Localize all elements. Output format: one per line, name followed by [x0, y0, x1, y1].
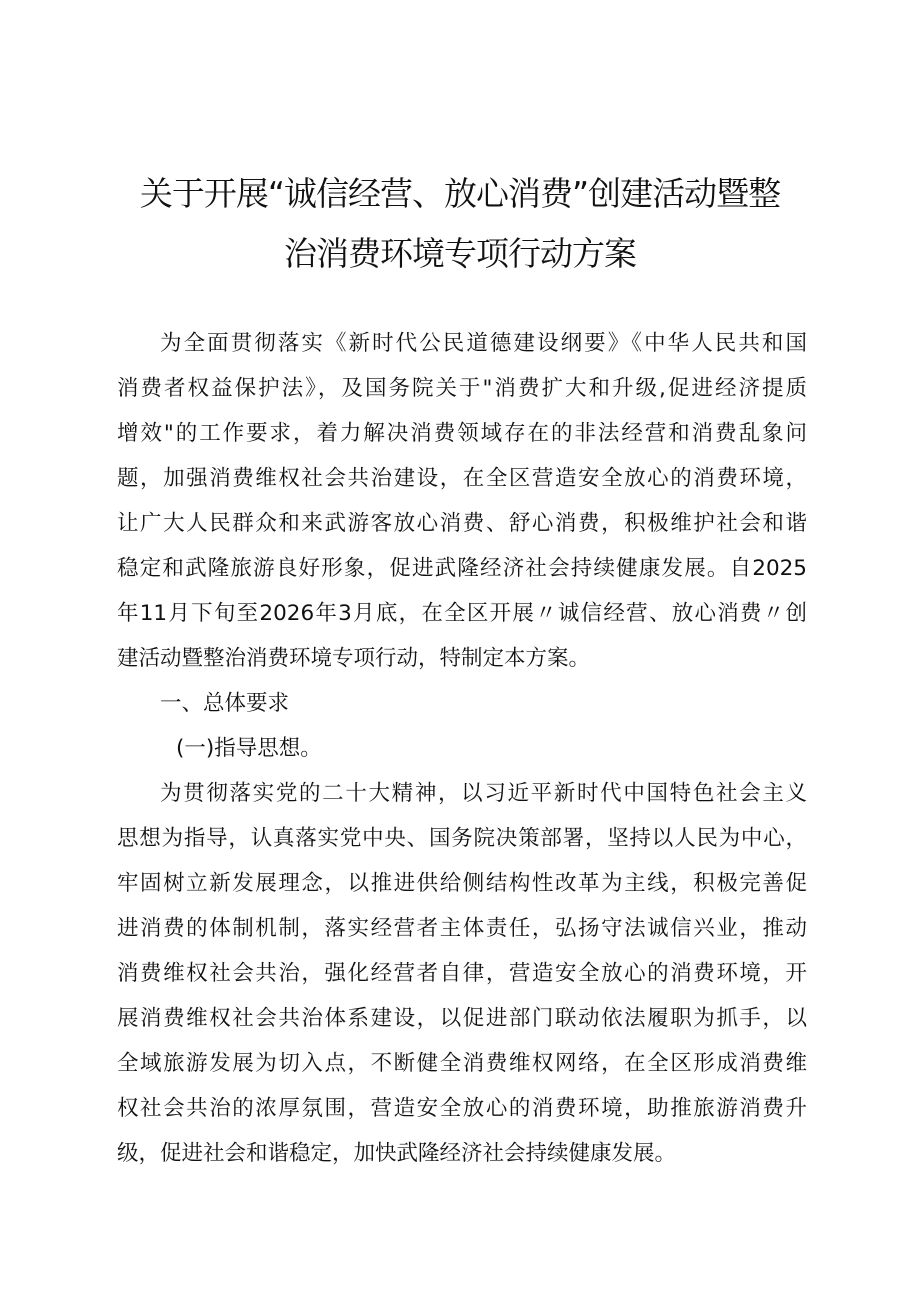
paragraph-2-line: 全域旅游发展为切入点，不断健全消费维权网络，在全区形成消费维 — [117, 1051, 807, 1076]
paragraph-2-line: 为贯彻落实党的二十大精神，以习近平新时代中国特色社会主义 — [160, 781, 807, 806]
paragraph-2-line: 权社会共治的浓厚氛围，营造安全放心的消费环境，助推旅游消费升 — [117, 1096, 807, 1121]
paragraph-2-line: 展消费维权社会共治体系建设，以促进部门联动依法履职为抓手，以 — [117, 1006, 807, 1031]
section-heading: 一、总体要求 — [160, 691, 290, 716]
paragraph-1-line: 稳定和武隆旅游良好形象，促进武隆经济社会持续健康发展。自2025 — [117, 556, 807, 581]
subsection-heading: (一)指导思想。 — [176, 736, 322, 761]
paragraph-2-line: 消费维权社会共治，强化经营者自律，营造安全放心的消费环境，开 — [117, 961, 807, 986]
paragraph-2-line: 思想为指导，认真落实党中央、国务院决策部署，坚持以人民为中心， — [117, 826, 807, 851]
paragraph-1-line: 建活动暨整治消费环境专项行动，特制定本方案。 — [117, 646, 591, 671]
document-title-line-2: 治消费环境专项行动方案 — [284, 234, 636, 273]
paragraph-1-line: 为全面贯彻落实《新时代公民道德建设纲要》《中华人民共和国 — [160, 331, 807, 356]
paragraph-1-line: 年11月下旬至2026年3月底，在全区开展〃诚信经营、放心消费〃创 — [117, 601, 807, 626]
document-title-line-1: 关于开展“诚信经营、放心消费”创建活动暨整 — [139, 174, 781, 213]
paragraph-2-line: 级，促进社会和谐稳定，加快武隆经济社会持续健康发展。 — [117, 1141, 677, 1166]
paragraph-1-line: 让广大人民群众和来武游客放心消费、舒心消费，积极维护社会和谐 — [117, 511, 807, 536]
paragraph-1-line: 消费者权益保护法》，及国务院关于"消费扩大和升级,促进经济提质 — [117, 376, 807, 401]
paragraph-2-line: 进消费的体制机制，落实经营者主体责任，弘扬守法诚信兴业，推动 — [117, 916, 807, 941]
paragraph-1-line: 增效"的工作要求，着力解决消费领域存在的非法经营和消费乱象问 — [117, 421, 807, 446]
paragraph-2-line: 牢固树立新发展理念，以推进供给侧结构性改革为主线，积极完善促 — [117, 871, 807, 896]
paragraph-1-line: 题，加强消费维权社会共治建设，在全区营造安全放心的消费环境， — [117, 466, 807, 491]
